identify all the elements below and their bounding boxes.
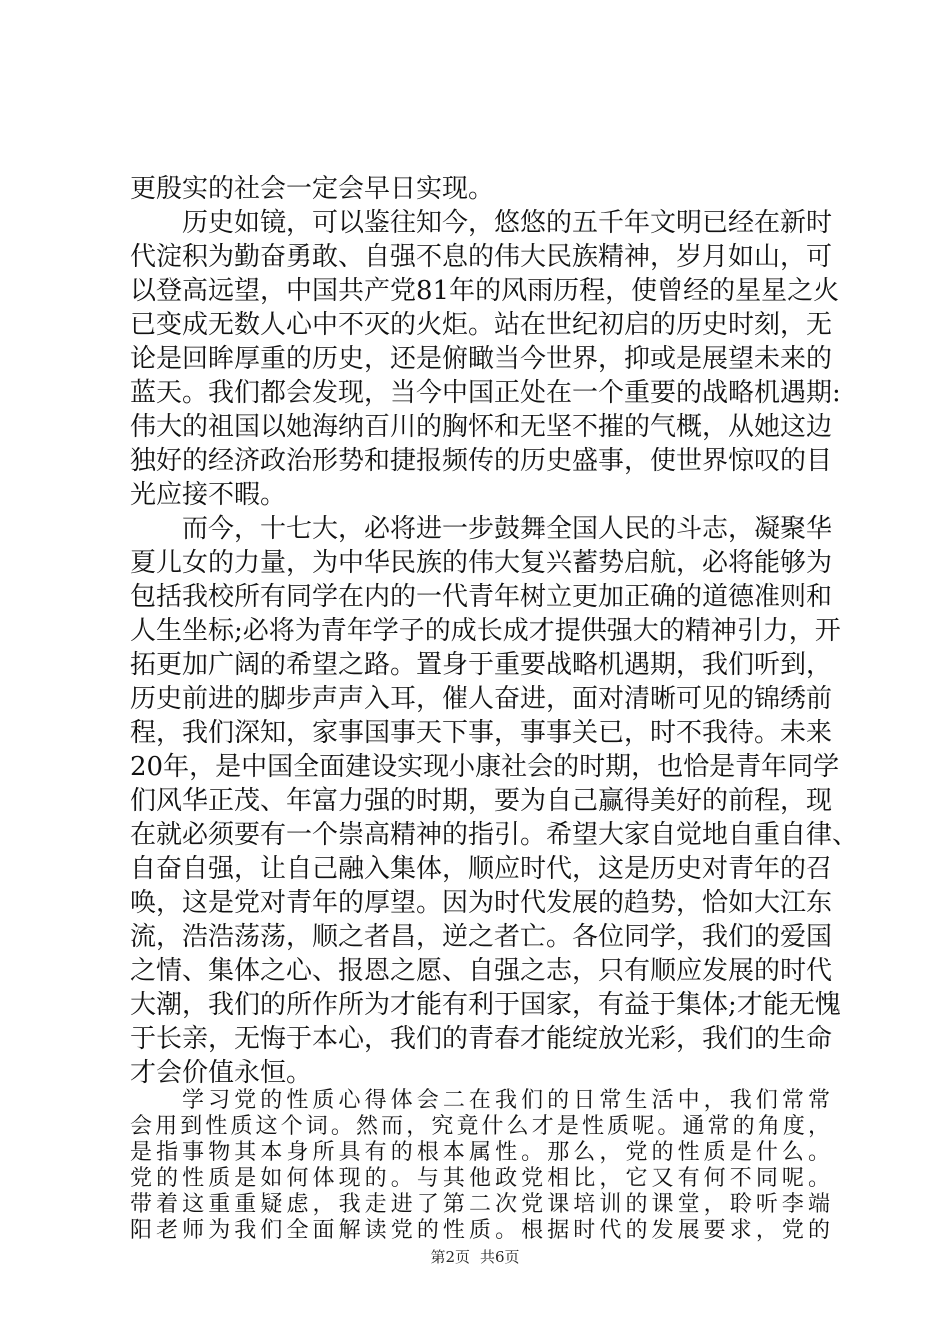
text-line: 伟大的祖国以她海纳百川的胸怀和无坚不摧的气概，从她这边 xyxy=(130,412,833,442)
text-line: 阳老师为我们全面解读党的性质。根据时代的发展要求，党的 xyxy=(130,1218,830,1243)
text-line: 包括我校所有同学在内的一代青年树立更加正确的道德准则和 xyxy=(130,582,833,612)
text-line: 独好的经济政治形势和捷报频传的历史盛事，使世界惊叹的目 xyxy=(130,446,833,476)
text-line: 是指事物其本身所具有的根本属性。那么，党的性质是什么。 xyxy=(130,1140,830,1165)
text-line: 流，浩浩荡荡，顺之者昌，逆之者亡。各位同学，我们的爱国 xyxy=(130,922,833,952)
text-line: 会用到性质这个词。然而，究竟什么才是性质呢。通常的角度， xyxy=(130,1114,830,1139)
text-line: 20年，是中国全面建设实现小康社会的时期，也恰是青年同学 xyxy=(130,752,840,782)
text-line: 论是回眸厚重的历史，还是俯瞰当今世界，抑或是展望未来的 xyxy=(130,344,833,374)
text-line: 大潮，我们的所作所为才能有利于国家，有益于集体;才能无愧 xyxy=(130,990,841,1020)
text-line: 唤，这是党对青年的厚望。因为时代发展的趋势，恰如大江东 xyxy=(130,888,833,918)
text-line: 学习党的性质心得体会二在我们的日常生活中，我们常常 xyxy=(182,1088,830,1113)
text-line: 代淀积为勤奋勇敢、自强不息的伟大民族精神，岁月如山，可 xyxy=(130,242,833,272)
text-line: 们风华正茂、年富力强的时期，要为自己赢得美好的前程，现 xyxy=(130,786,833,816)
text-line: 夏儿女的力量，为中华民族的伟大复兴蓄势启航，必将能够为 xyxy=(130,548,833,578)
text-line: 自奋自强，让自己融入集体，顺应时代，这是历史对青年的召 xyxy=(130,854,833,884)
text-line: 于长亲，无悔于本心，我们的青春才能绽放光彩，我们的生命 xyxy=(130,1024,833,1054)
text-line: 才会价值永恒。 xyxy=(130,1058,313,1088)
text-line: 拓更加广阔的希望之路。置身于重要战略机遇期，我们听到， xyxy=(130,650,833,680)
page-total: 共6页 xyxy=(480,1248,520,1266)
text-line: 人生坐标;必将为青年学子的成长成才提供强大的精神引力，开 xyxy=(130,616,841,646)
text-line: 历史如镜，可以鉴往知今，悠悠的五千年文明已经在新时 xyxy=(182,208,833,238)
page-footer xyxy=(0,1246,950,1267)
text-line: 在就必须要有一个崇高精神的指引。希望大家自觉地自重自律、 xyxy=(130,820,859,850)
text-line: 之情、集体之心、报恩之愿、自强之志，只有顺应发展的时代 xyxy=(130,956,833,986)
page-number: 第2页 xyxy=(430,1248,470,1266)
text-line: 党的性质是如何体现的。与其他政党相比，它又有何不同呢。 xyxy=(130,1166,830,1191)
text-line: 历史前进的脚步声声入耳，催人奋进，面对清晰可见的锦绣前 xyxy=(130,684,833,714)
text-line: 已变成无数人心中不灭的火炬。站在世纪初启的历史时刻，无 xyxy=(130,310,833,340)
text-line: 程，我们深知，家事国事天下事，事事关已，时不我待。未来 xyxy=(130,718,833,748)
text-line: 以登高远望，中国共产党81年的风雨历程，使曾经的星星之火 xyxy=(130,276,840,306)
text-line: 光应接不暇。 xyxy=(130,480,287,510)
text-line: 蓝天。我们都会发现，当今中国正处在一个重要的战略机遇期: xyxy=(130,378,841,408)
text-line: 更殷实的社会一定会早日实现。 xyxy=(130,174,495,204)
text-line: 而今，十七大，必将进一步鼓舞全国人民的斗志，凝聚华 xyxy=(182,514,833,544)
text-line: 带着这重重疑虑，我走进了第二次党课培训的课堂，聆听李端 xyxy=(130,1192,830,1217)
